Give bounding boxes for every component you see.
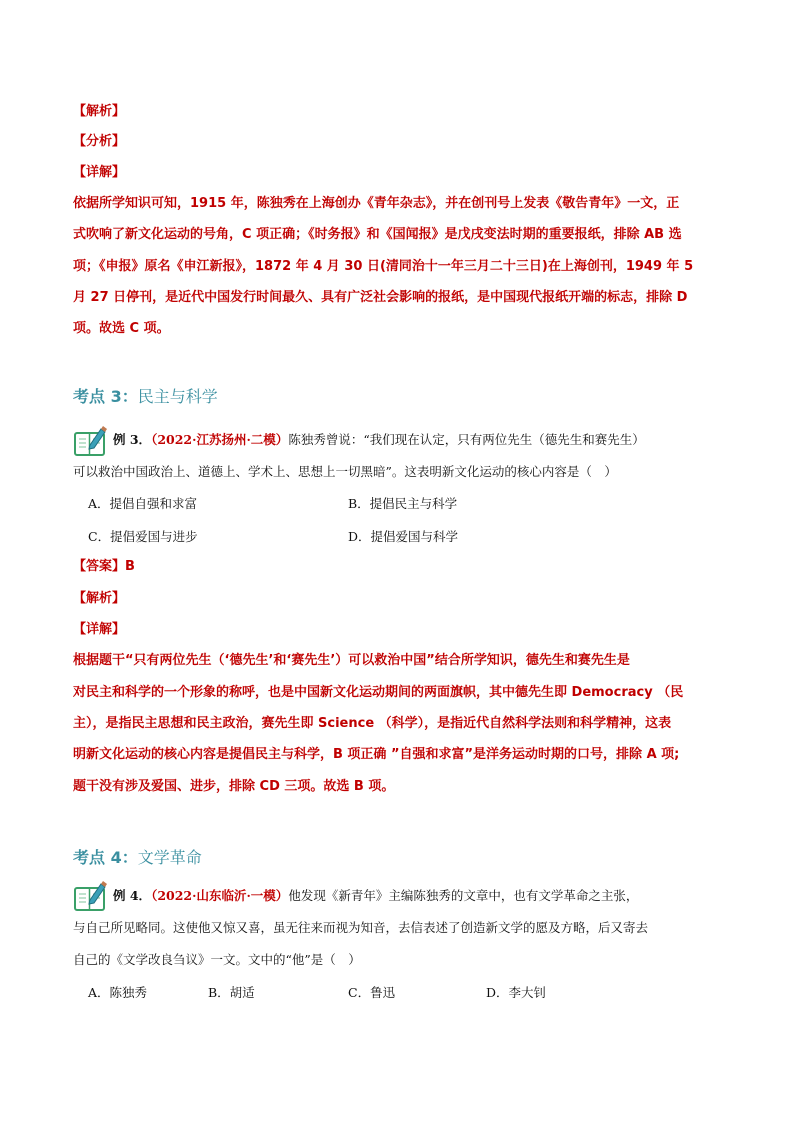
option-d: D．提倡爱国与科学 xyxy=(348,529,459,544)
question-source: （2022·江苏扬州·二模） xyxy=(151,432,289,447)
section-heading-4 xyxy=(73,845,202,868)
section-title: 民主与科学 xyxy=(137,387,218,406)
detail-tag: 【详解】 xyxy=(73,165,126,180)
explanation-line: 根据题干“只有两位先生（‘德先生’和‘赛先生’）可以救治中国”结合所学知识，德先生和赛先生是 xyxy=(73,653,630,668)
book-pencil-icon xyxy=(73,425,107,457)
explanation-line: 对民主和科学的一个形象的称呼，也是中国新文化运动期间的两面旗帜，其中德先生即 Democracy （民 xyxy=(73,685,684,700)
answer-value: B xyxy=(125,559,135,574)
section-label: 考点 4： xyxy=(73,848,138,867)
analysis-tag: 【解析】 xyxy=(73,591,126,606)
explanation-line: 项。故选 C 项。 xyxy=(73,321,170,336)
question-stem-text: 陈独秀曾说：“我们现在认定，只有两位先生（德先生和赛先生） xyxy=(288,432,645,447)
section-heading-3 xyxy=(73,384,218,407)
question-stem xyxy=(113,430,645,450)
question-stem-line: 与自己所见略同。这使他又惊又喜，虽无往来而视为知音，去信表述了创造新文学的愿及方略，后又寄去 xyxy=(73,920,649,935)
option-a: A．陈独秀 xyxy=(88,985,148,1000)
explanation-line: 主），是指民主思想和民主政治，赛先生即 Science （科学），是指近代自然科学法则和科学精神，这表 xyxy=(73,716,672,731)
section-title: 文学革命 xyxy=(137,848,202,867)
explanation-line: 月 27 日停刊，是近代中国发行时间最久、具有广泛社会影响的报纸，是中国现代报纸开端的标志，排除 D xyxy=(73,290,688,305)
explanation-line: 项；《申报》原名《申江新报》，1872 年 4 月 30 日(清同治十一年三月二十三日)在上海创刊，1949 年 5 xyxy=(73,259,694,274)
explanation-line: 依据所学知识可知，1915 年，陈独秀在上海创办《青年杂志》，并在创刊号上发表《敬告青年》一文，正 xyxy=(73,196,680,211)
question-number: 例 4． xyxy=(113,888,152,903)
option-c: C．鲁迅 xyxy=(348,985,396,1000)
option-a: A．提倡自强和求富 xyxy=(88,496,198,511)
option-c: C．提倡爱国与进步 xyxy=(88,529,198,544)
option-b: B．胡适 xyxy=(208,985,255,1000)
question-stem-text: 他发现《新青年》主编陈独秀的文章中，也有文学革命之主张， xyxy=(288,888,639,903)
question-source: （2022·山东临沂·一模） xyxy=(151,888,289,903)
option-b: B．提倡民主与科学 xyxy=(348,496,458,511)
book-pencil-icon xyxy=(73,880,107,912)
explanation-line: 明新文化运动的核心内容是提倡民主与科学，B 项正确 ”自强和求富”是洋务运动时期的口号，排除 A 项; xyxy=(73,747,680,762)
answer-line xyxy=(73,557,135,577)
question-stem-line: 可以救治中国政治上、道德上、学术上、思想上一切黑暗”。这表明新文化运动的核心内容是（ ） xyxy=(73,464,617,479)
question-stem xyxy=(113,886,638,906)
analysis-tag: 【解析】 xyxy=(73,104,126,119)
section-label: 考点 3： xyxy=(73,387,138,406)
detail-tag: 【详解】 xyxy=(73,622,126,637)
answer-tag: 【答案】 xyxy=(73,559,126,574)
explanation-line: 题干没有涉及爱国、进步，排除 CD 三项。故选 B 项。 xyxy=(73,779,395,794)
breakdown-tag: 【分析】 xyxy=(73,134,126,149)
question-stem-line: 自己的《文学改良刍议》一文。文中的“他”是（ ） xyxy=(73,952,361,967)
option-d: D．李大钊 xyxy=(486,985,547,1000)
explanation-line: 式吹响了新文化运动的号角，C 项正确；《时务报》和《国闻报》是戊戌变法时期的重要报纸，排除 AB 选 xyxy=(73,227,682,242)
question-number: 例 3． xyxy=(113,432,152,447)
